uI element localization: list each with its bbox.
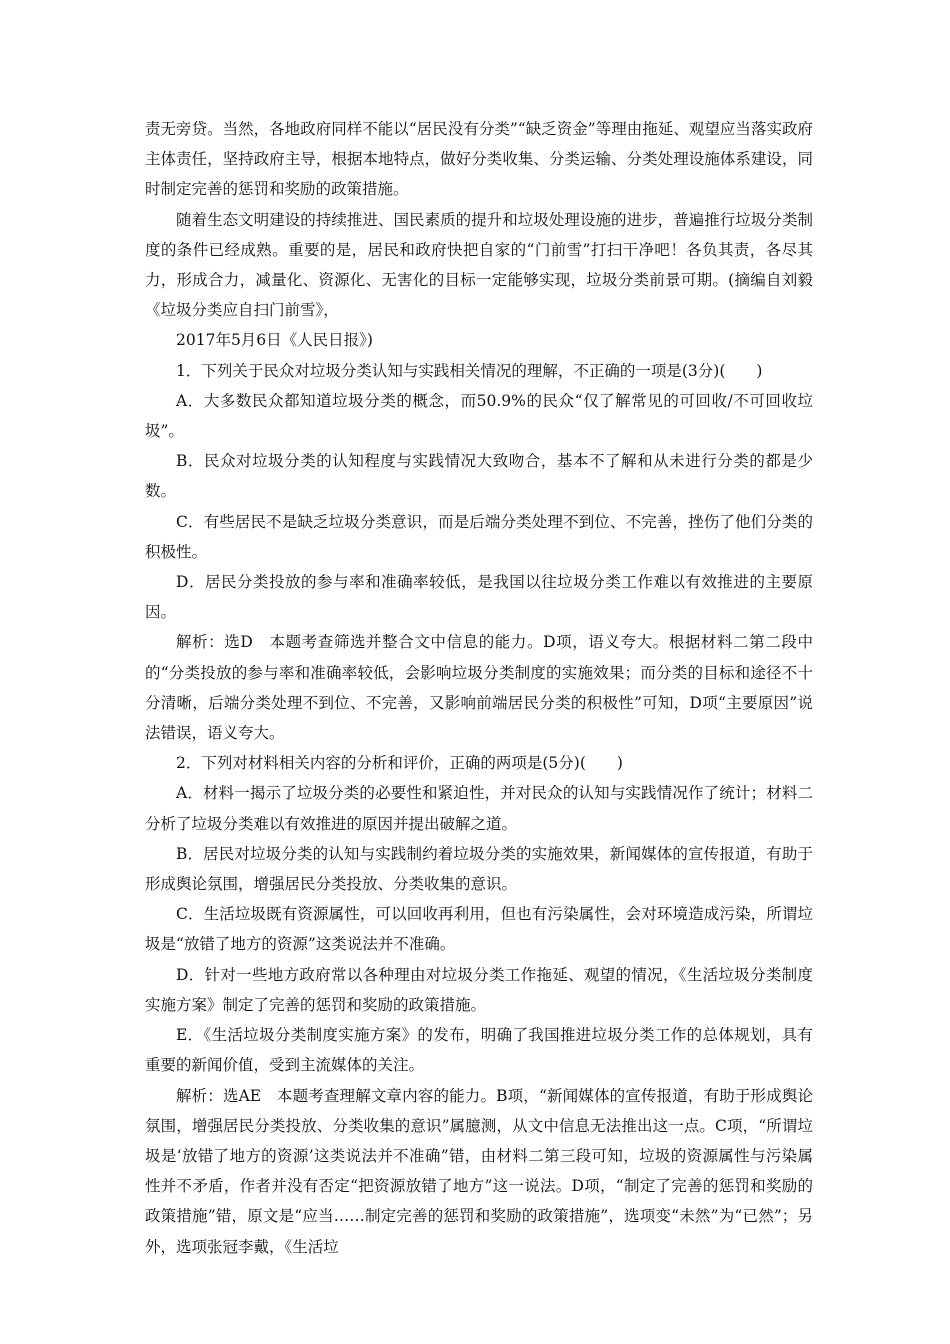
question-2-analysis: 解析：选AE 本题考查理解文章内容的能力。B项，“新闻媒体的宣传报道，有助于形成舆论氛围，增强居民分类投放、分类收集的意识”属臆测，从文中信息无法推出这一点。C项，“所谓垃圾是‘放错了地方的资源’这类说法并不准确”错，由材料二第三段可知，垃圾的资源属性与污染属性并不矛盾，作者并没有否定“把资源放错了地方”这一说法。D项，“制定了完善的惩罚和奖励的政策措施”错，原文是“应当……制定完善的惩罚和奖励的政策措施”，选项变“未然”为“已然”；另外，选项张冠李戴，《生活垃 [145,1086,813,1256]
question-1-option-c: C．有些居民不是缺乏垃圾分类意识，而是后端分类处理不到位、不完善，挫伤了他们分类的积极性。 [145,512,813,561]
question-2-option-e: E．《生活垃圾分类制度实施方案》的发布，明确了我国推进垃圾分类工作的总体规划，具有重要的新闻价值，受到主流媒体的关注。 [145,1026,813,1075]
question-2-option-a: A．材料一揭示了垃圾分类的必要性和紧迫性，并对民众的认知与实践情况作了统计；材料二分析了垃圾分类难以有效推进的原因并提出破解之道。 [145,784,813,833]
paragraph-conclusion: 随着生态文明建设的持续推进、国民素质的提升和垃圾处理设施的进步，普遍推行垃圾分类制度的条件已经成熟。重要的是，居民和政府快把自家的“门前雪”打扫干净吧！各负其责，各尽其力，形成合力，减量化、资源化、无害化的目标一定能够实现，垃圾分类前景可期。(摘编自刘毅《垃圾分类应自扫门前雪》， [145,210,813,320]
paragraph-source: 2017年5月6日《人民日报》) [176,331,373,350]
question-1-option-b: B．民众对垃圾分类的认知程度与实践情况大致吻合，基本不了解和从未进行分类的都是少数。 [145,452,813,501]
paragraph-continuation: 责无旁贷。当然，各地政府同样不能以“居民没有分类”“缺乏资金”等理由拖延、观望应当落实政府主体责任，坚持政府主导，根据本地特点，做好分类收集、分类运输、分类处理设施体系建设，同时制定完善的惩罚和奖励的政策措施。 [145,120,813,199]
question-1-option-a: A．大多数民众都知道垃圾分类的概念，而50.9%的民众“仅了解常见的可回收/不可回收垃圾”。 [145,391,813,441]
question-1-stem: 1．下列关于民众对垃圾分类认知与实践相关情况的理解，不正确的一项是(3分)( ) [176,361,763,380]
document-body [145,114,813,1262]
question-2-option-d: D．针对一些地方政府常以各种理由对垃圾分类工作拖延、观望的情况，《生活垃圾分类制度实施方案》制定了完善的惩罚和奖励的政策措施。 [145,965,813,1014]
question-1-analysis: 解析：选D 本题考查筛选并整合文中信息的能力。D项，语义夸大。根据材料二第二段中的“分类投放的参与率和准确率较低，会影响垃圾分类制度的实施效果；而分类的目标和途径不十分清晰，后端分类处理不到位、不完善，又影响前端居民分类的积极性”可知，D项“主要原因”说法错误，语义夸大。 [145,633,813,743]
question-2-option-c: C．生活垃圾既有资源属性，可以回收再利用，但也有污染属性，会对环境造成污染，所谓垃圾是“放错了地方的资源”这类说法并不准确。 [145,905,813,954]
question-1-option-d: D．居民分类投放的参与率和准确率较低，是我国以往垃圾分类工作难以有效推进的主要原因。 [145,573,813,622]
question-2-option-b: B．居民对垃圾分类的认知与实践制约着垃圾分类的实施效果，新闻媒体的宣传报道，有助于形成舆论氛围，增强居民分类投放、分类收集的意识。 [145,844,813,894]
question-2-stem: 2．下列对材料相关内容的分析和评价，正确的两项是(5分)( ) [176,754,623,773]
